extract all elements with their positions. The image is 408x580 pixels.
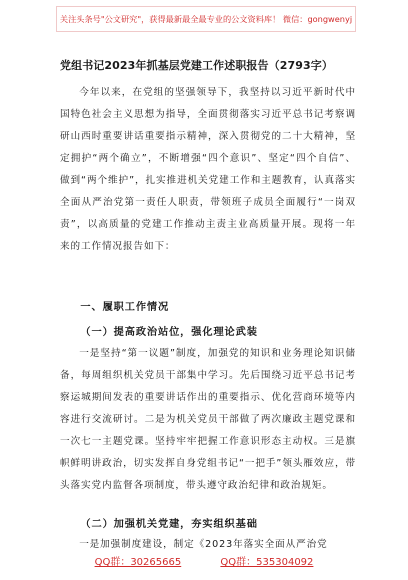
subsection-2-body: 一是加强制度建设，制定《2023年落实全面从严治党 (79, 539, 328, 550)
qq-group-1[interactable]: QQ群：30265665 (94, 557, 182, 568)
subsection-1-body: 一是坚持“第一议题”制度，加强党的知识和业务理论知识储备，每周组织机关党员干部集中学习。先后围绕习近平总书记考察运城期间发表的重要讲话作出的重要指示、优化营商环境等内容进行交流研讨。二是为机关党员干部做了两次廉政主题党课和一次七一主题党课。坚持牢牢把握工作意识形态主动权。三是旗帜鲜明讲政治，切实发挥自身党组书记“一把手”领头雁效应，带头落实党内监督各项制度，带头遵守政治纪律和政治规矩。 (60, 348, 356, 491)
intro-paragraph: 今年以来，在党组的坚强领导下，我坚持以习近平新时代中国特色社会主义思想为指导，全面贯彻落实习近平总书记考察调研山西时重要讲话重要指示精神，深入贯彻党的二十大精神，坚定拥护“两个确立”，不断增强“四个意识”、坚定“四个自信”、做到“两个维护”，扎实推进机关党建工作和主题教育，认真落实全面从严治党第一责任人职责，带领班子成员全面履行“一岗双责”，以高质量的党建工作推动主责主业高质量开展。现将一年来的工作情况报告如下： (60, 87, 356, 252)
top-banner: 关注头条号"公文研究"，获得最新最全最专业的公文资料库！ 微信：gongwenyj (56, 6, 356, 32)
section-heading-1: 一、履职工作情况 (80, 302, 170, 313)
subsection-heading-1: （一）提高政治站位，强化理论武装 (80, 327, 258, 338)
footer (0, 556, 408, 570)
qq-group-2[interactable]: QQ群：535304092 (220, 557, 314, 568)
document-title: 党组书记2023年抓基层党建工作述职报告（2793字） (60, 59, 333, 72)
subsection-heading-2: （二）加强机关党建，夯实组织基础 (80, 519, 258, 530)
